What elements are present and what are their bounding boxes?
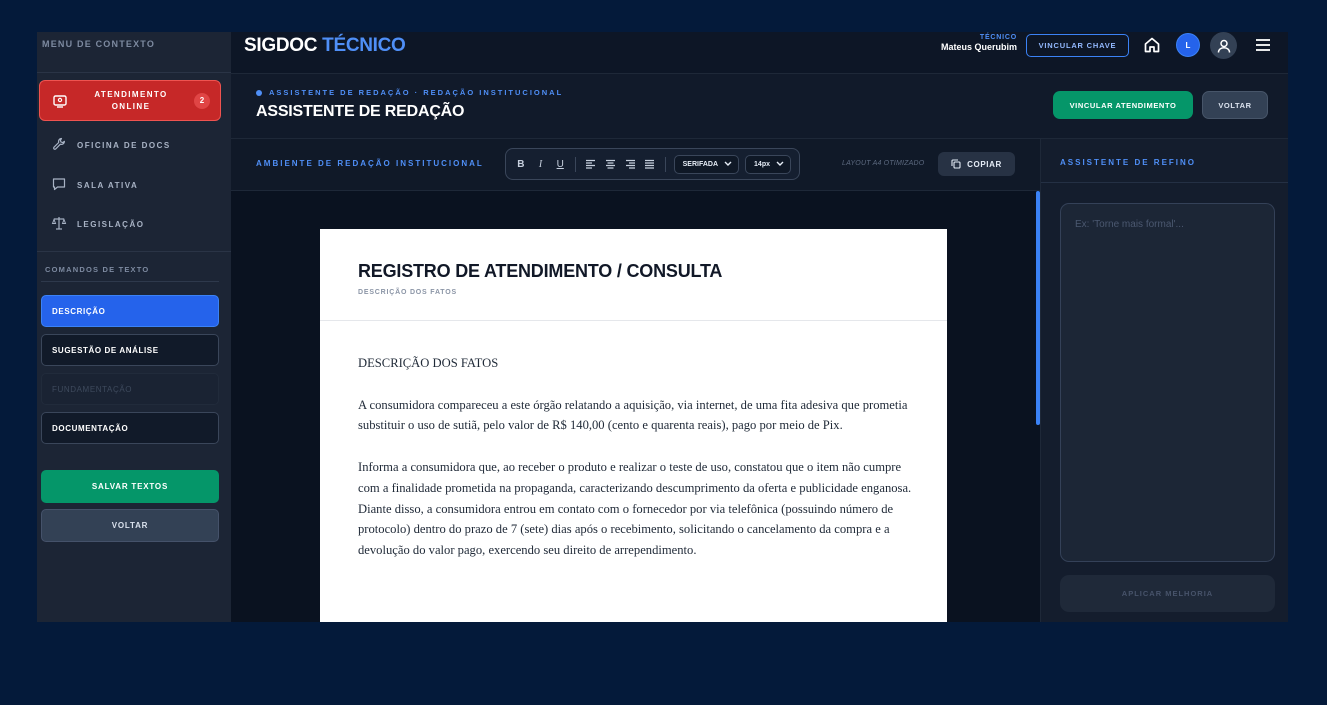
copy-icon <box>951 159 961 169</box>
user-name: Mateus Querubim <box>940 42 1017 52</box>
user-role: TÉCNICO <box>979 34 1017 41</box>
online-label: ATENDIMENTO ONLINE <box>94 89 168 111</box>
document-paragraph: Informa a consumidora que, ao receber o produto e realizar o teste de uso, constatou que o item não cumpre com a finalidade prometida na propaganda, caracterizando descumprimento da oferta e publicidade enganosa. Diante disso, a consumidora entrou em contato com o fornecedor por via telefônica (possuindo número de protocolo) dentro do prazo de 7 (sete) dias após o recebimento, solicitando o cancelamento da compra e a devolução do valor pago, exercendo seu direito de arrependimento. <box>358 459 912 558</box>
monitor-icon <box>52 93 68 109</box>
command-analysis-button[interactable]: SUGESTÃO DE ANÁLISE <box>41 334 219 366</box>
align-right-icon[interactable] <box>623 157 637 172</box>
chevron-down-icon <box>724 161 732 167</box>
back-button[interactable]: VOLTAR <box>1202 91 1268 119</box>
align-center-icon[interactable] <box>604 157 618 172</box>
avatar[interactable]: L <box>1176 33 1200 57</box>
document-subtitle: DESCRIÇÃO DOS FATOS <box>358 289 457 296</box>
home-icon[interactable] <box>1142 35 1162 55</box>
app-brand[interactable] <box>244 35 406 57</box>
topbar <box>231 32 1288 73</box>
sidebar-back-button[interactable]: VOLTAR <box>41 509 219 542</box>
sidebar-item-legislation[interactable] <box>51 214 144 234</box>
sidebar-item-label: LEGISLAÇÃO <box>77 219 145 229</box>
refine-title: ASSISTENTE DE REFINO <box>1041 139 1288 183</box>
document-body[interactable] <box>320 321 947 561</box>
app-window <box>37 32 1288 622</box>
link-key-button[interactable]: VINCULAR CHAVE <box>1026 34 1129 57</box>
divider <box>37 251 231 252</box>
align-left-icon[interactable] <box>584 157 598 172</box>
chevron-down-icon <box>776 161 784 167</box>
editor-canvas <box>231 191 1040 622</box>
context-menu-title: MENU DE CONTEXTO <box>37 32 231 73</box>
align-justify-icon[interactable] <box>643 157 657 172</box>
sidebar-item-label: SALA ATIVA <box>77 180 139 190</box>
font-family-select[interactable]: SERIFADA <box>674 155 739 174</box>
breadcrumb <box>256 88 563 97</box>
sidebar-item-active-room[interactable] <box>51 175 138 195</box>
scales-icon <box>51 215 67 233</box>
italic-icon[interactable]: I <box>538 158 543 170</box>
save-texts-button[interactable]: SALVAR TEXTOS <box>41 470 219 503</box>
sidebar-item-label: OFICINA DE DOCS <box>77 140 171 150</box>
sidebar <box>37 32 231 622</box>
refine-panel <box>1040 139 1288 622</box>
divider <box>665 157 666 172</box>
document-header <box>320 229 947 321</box>
command-description-button[interactable]: DESCRIÇÃO <box>41 295 219 327</box>
hamburger-menu-icon[interactable] <box>1254 36 1272 54</box>
document-title: REGISTRO DE ATENDIMENTO / CONSULTA <box>358 261 723 281</box>
copy-button[interactable]: COPIAR <box>938 152 1015 176</box>
apply-improvement-button[interactable]: APLICAR MELHORIA <box>1060 575 1275 612</box>
layout-note: LAYOUT A4 OTIMIZADO <box>842 160 925 167</box>
font-size-select[interactable]: 14px <box>745 155 791 174</box>
refine-input[interactable]: Ex: 'Torne mais formal'... <box>1060 203 1275 562</box>
document-paragraph: DESCRIÇÃO DOS FATOS <box>358 356 499 370</box>
format-toolbar <box>505 148 800 180</box>
editor-toolbar <box>231 139 1040 191</box>
page-header <box>231 73 1288 139</box>
page-title: ASSISTENTE DE REDAÇÃO <box>256 103 465 120</box>
chat-icon <box>51 176 67 194</box>
editor-env-label: AMBIENTE DE REDAÇÃO INSTITUCIONAL <box>256 159 484 168</box>
command-documentation-button[interactable]: DOCUMENTAÇÃO <box>41 412 219 444</box>
status-dot-icon <box>256 90 262 96</box>
user-info <box>941 34 1017 52</box>
divider <box>41 281 219 282</box>
document-page[interactable] <box>320 229 947 622</box>
divider <box>575 157 576 172</box>
breadcrumb-text: ASSISTENTE DE REDAÇÃO · REDAÇÃO INSTITUCIONAL <box>269 88 564 97</box>
sidebar-item-online-service[interactable] <box>39 80 221 121</box>
command-grounds-button: FUNDAMENTAÇÃO <box>41 373 219 405</box>
online-count-badge: 2 <box>194 93 210 109</box>
wrench-icon <box>51 136 67 154</box>
commands-title: COMANDOS DE TEXTO <box>45 265 150 274</box>
brand-main: SIGDOC <box>244 35 318 56</box>
document-paragraph: A consumidora compareceu a este órgão relatando a aquisição, via internet, de uma fita adesiva que prometia substituir o uso de sutiã, pelo valor de R$ 140,00 (cento e quarenta reais), pago por meio de Pix. <box>358 397 908 433</box>
sidebar-item-docs-workshop[interactable] <box>51 135 171 155</box>
brand-accent: TÉCNICO <box>322 35 406 56</box>
bold-icon[interactable]: B <box>517 158 525 170</box>
link-service-button[interactable]: VINCULAR ATENDIMENTO <box>1053 91 1193 119</box>
user-profile-icon[interactable] <box>1210 32 1237 59</box>
underline-icon[interactable]: U <box>556 158 564 170</box>
